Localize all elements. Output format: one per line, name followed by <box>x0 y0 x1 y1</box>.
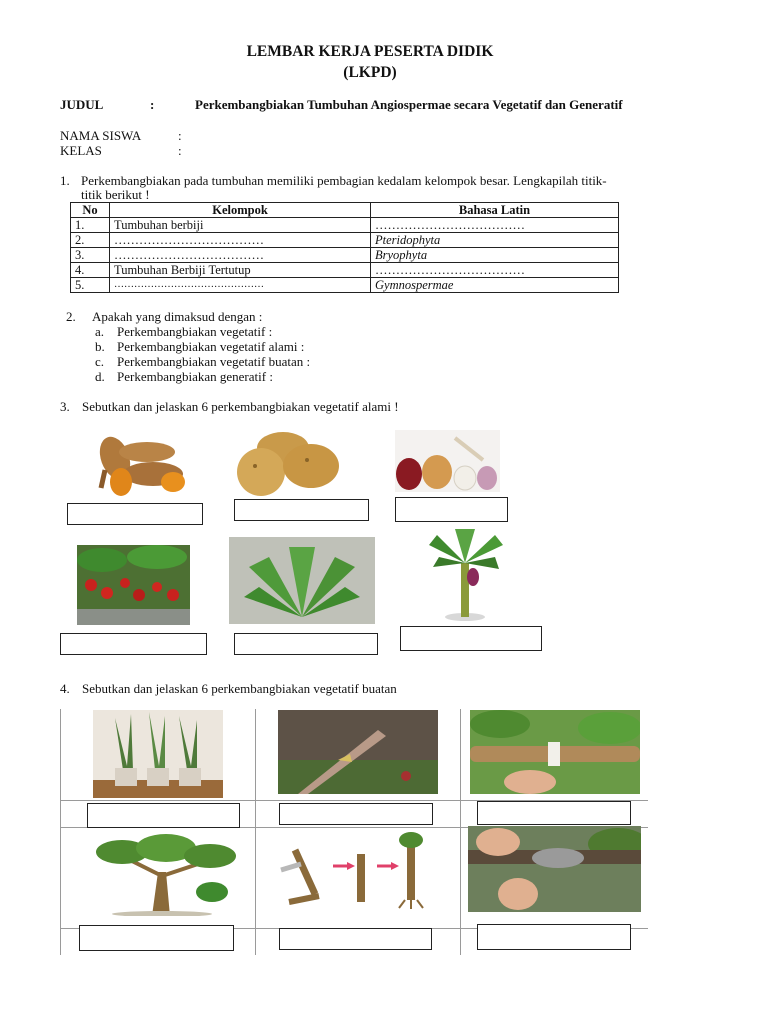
table-cell-latin: Bryophyta <box>371 248 619 263</box>
q2-item-c: Perkembangbiakan vegetatif buatan : <box>117 354 311 369</box>
answer-box[interactable] <box>477 801 631 825</box>
answer-box[interactable] <box>79 925 234 951</box>
table-cell-no: 5. <box>71 278 110 293</box>
strawberry-runner-image <box>77 545 190 625</box>
table-cell-latin: Gymnospermae <box>371 278 619 293</box>
answer-box[interactable] <box>279 803 433 825</box>
q2-item-letter: c. <box>95 354 105 369</box>
grid-line <box>60 709 61 955</box>
answer-box[interactable] <box>234 499 369 521</box>
q1-text-line1: Perkembangbiakan pada tumbuhan memiliki pembagian kedalam kelompok besar. Lengkapilah titik- <box>81 173 607 188</box>
table-row <box>71 218 619 233</box>
table-cell-kelompok: Tumbuhan Berbiji Tertutup <box>110 263 371 278</box>
kelas-colon: : <box>178 143 182 158</box>
q2-text: Apakah yang dimaksud dengan : <box>92 309 263 324</box>
table-cell-kelompok[interactable]: ……………………………… <box>110 233 371 248</box>
kelas-label: KELAS <box>60 143 102 158</box>
table-cell-kelompok: Tumbuhan berbiji <box>110 218 371 233</box>
q2-item-d: Perkembangbiakan generatif : <box>117 369 273 384</box>
answer-box[interactable] <box>67 503 203 525</box>
q2-number: 2. <box>66 309 76 324</box>
answer-box[interactable] <box>477 924 631 950</box>
q3-number: 3. <box>60 399 70 414</box>
kelompok-table <box>70 202 619 293</box>
table-header-latin: Bahasa Latin <box>371 203 619 218</box>
q1-text-line2: titik berikut ! <box>81 187 150 202</box>
q1-number: 1. <box>60 173 70 188</box>
answer-box[interactable] <box>395 497 508 522</box>
q2-item-a: Perkembangbiakan vegetatif : <box>117 324 273 339</box>
answer-box[interactable] <box>400 626 542 651</box>
grafting-branch-image <box>278 710 438 794</box>
table-cell-no: 1. <box>71 218 110 233</box>
nama-label: NAMA SISWA <box>60 128 142 143</box>
q4-text: Sebutkan dan jelaskan 6 perkembangbiakan vegetatif buatan <box>82 681 397 696</box>
cleft-graft-image <box>468 826 641 912</box>
nama-colon: : <box>178 128 182 143</box>
grid-line <box>255 709 256 955</box>
marcotting-tree-image <box>92 832 238 916</box>
q3-text: Sebutkan dan jelaskan 6 perkembangbiakan vegetatif alami ! <box>82 399 399 414</box>
table-cell-no: 2. <box>71 233 110 248</box>
q4-number: 4. <box>60 681 70 696</box>
page-title: LEMBAR KERJA PESERTA DIDIK <box>246 43 494 60</box>
snake-plant-cutting-image <box>93 710 223 798</box>
judul-label: JUDUL <box>60 97 104 112</box>
table-cell-no: 4. <box>71 263 110 278</box>
grid-line <box>460 709 461 955</box>
table-header-kelompok: Kelompok <box>110 203 371 218</box>
table-row <box>71 233 619 248</box>
table-cell-latin[interactable]: ……………………………… <box>371 218 619 233</box>
table-header-no: No <box>71 203 110 218</box>
banana-tree-image <box>425 527 507 622</box>
table-row <box>71 263 619 278</box>
onion-bulb-image <box>395 430 500 492</box>
page-subtitle: (LKPD) <box>343 64 397 81</box>
table-cell-no: 3. <box>71 248 110 263</box>
answer-box[interactable] <box>60 633 207 655</box>
q2-item-letter: b. <box>95 339 105 354</box>
q2-item-letter: d. <box>95 369 105 384</box>
stem-cutting-image <box>275 830 430 910</box>
table-cell-latin[interactable]: ……………………………… <box>371 263 619 278</box>
q2-item-letter: a. <box>95 324 105 339</box>
turmeric-rhizome-image <box>85 430 190 500</box>
judul-colon: : <box>150 97 155 112</box>
budding-graft-image <box>470 710 640 794</box>
table-row <box>71 248 619 263</box>
potato-tuber-image <box>233 430 343 500</box>
answer-box[interactable] <box>279 928 432 950</box>
answer-box[interactable] <box>87 803 240 828</box>
table-header-row <box>71 203 619 218</box>
table-cell-latin: Pteridophyta <box>371 233 619 248</box>
kalanchoe-leaf-image <box>229 537 375 624</box>
judul-value: Perkembangbiakan Tumbuhan Angiospermae secara Vegetatif dan Generatif <box>195 97 623 112</box>
table-cell-kelompok[interactable]: ……………………………… <box>110 248 371 263</box>
q2-item-b: Perkembangbiakan vegetatif alami : <box>117 339 305 354</box>
answer-box[interactable] <box>234 633 378 655</box>
table-cell-kelompok[interactable]: ……………………………………… <box>110 278 371 293</box>
table-row <box>71 278 619 293</box>
